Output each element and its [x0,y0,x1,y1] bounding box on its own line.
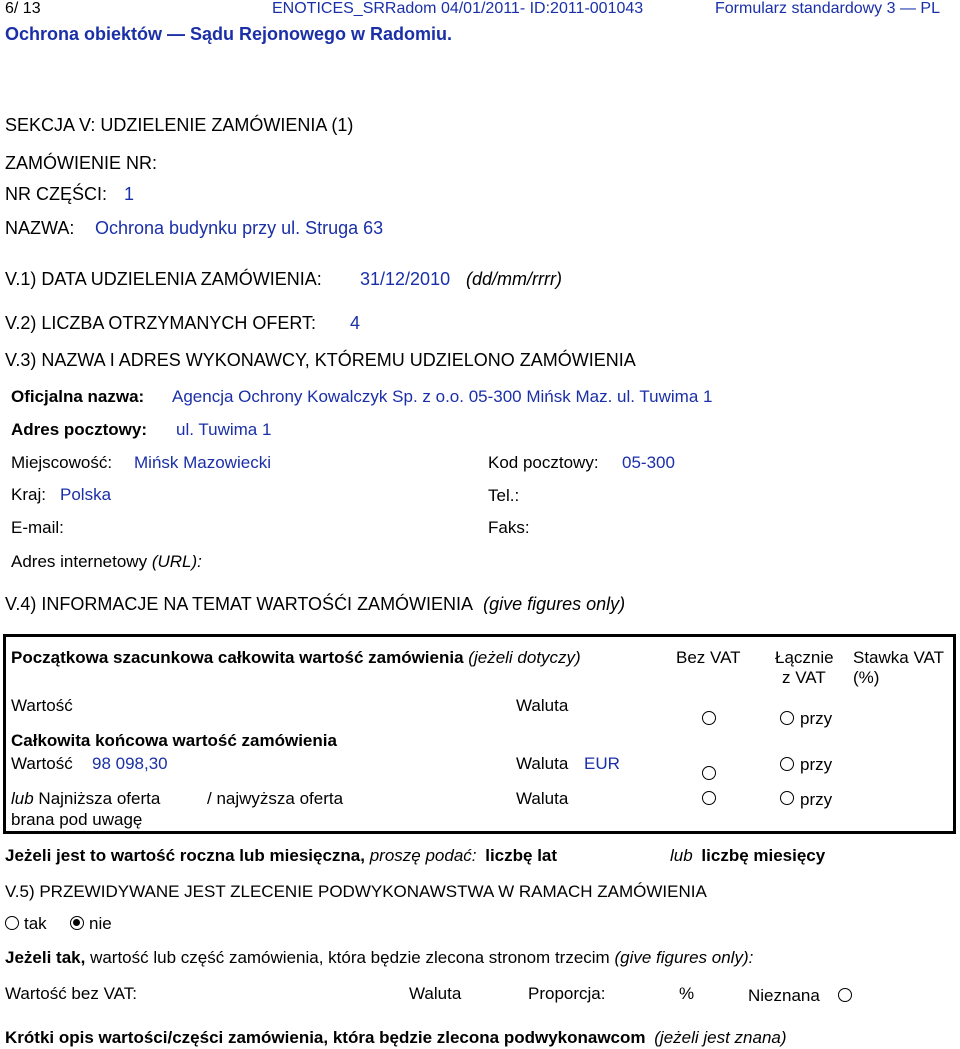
col-rate-1: Stawka VAT [853,648,945,667]
value-heading: V.4) INFORMACJE NA TEMAT WARTOŚĆI ZAMÓWIENIA (give figures only) [5,594,626,614]
col-with-vat-1: Łącznie [775,648,834,667]
subcontract-currency-label: Waluta [409,984,462,1003]
initial-value-label: Początkowa szacunkowa całkowita wartość zamówienia (jeżeli dotyczy) [11,648,581,667]
document-title: Ochrona obiektów — Sądu Rejonowego w Radomiu. [5,24,453,44]
initial-currency-label: Waluta [516,696,569,715]
section-heading: SEKCJA V: UDZIELENIE ZAMÓWIENIA (1) [5,115,354,135]
initial-value-label-2: Wartość [11,696,73,715]
offers-count-value: 4 [350,313,361,333]
form-name: Formularz standardowy 3 — PL [715,0,940,17]
official-name-label: Oficjalna nazwa: [11,387,145,406]
country-value: Polska [60,485,112,504]
final-no-vat-radio[interactable] [702,766,716,780]
postal-label: Kod pocztowy: [488,453,599,472]
notice-id: ENOTICES_SRRadom 04/01/2011- ID:2011-001043 [272,0,644,17]
part-no-label: NR CZĘŚCI: [5,184,108,204]
range-no-vat-radio[interactable] [702,791,716,805]
range-with-vat-radio[interactable] [780,791,794,805]
months-label: lub liczbę miesięcy [670,846,826,865]
page-number: 6/ 13 [5,0,41,17]
subcontract-proportion-label: Proporcja: [528,984,606,1003]
final-with-vat-radio[interactable] [780,757,794,771]
address-label: Adres pocztowy: [11,420,148,439]
contract-no-label: ZAMÓWIENIE NR: [5,153,157,173]
subcontract-no-radio[interactable] [70,916,84,930]
final-currency-label: Waluta [516,754,569,773]
range-label: lub Najniższa oferta [11,789,161,808]
initial-at-label: przy [800,709,833,728]
award-date-label: V.1) DATA UDZIELENIA ZAMÓWIENIA: [5,269,322,289]
initial-no-vat-radio[interactable] [702,711,716,725]
contractor-heading: V.3) NAZWA I ADRES WYKONAWCY, KTÓREMU UDZIELONO ZAMÓWIENIA [5,350,636,370]
tel-label: Tel.: [488,486,520,505]
postal-value: 05-300 [622,453,675,472]
final-value-heading: Całkowita końcowa wartość zamówienia [11,731,337,750]
range-highest-label: / najwyższa oferta [207,789,344,808]
part-no-value: 1 [124,184,135,204]
award-date-value: 31/12/2010 [360,269,451,289]
col-no-vat: Bez VAT [676,648,741,667]
address-value: ul. Tuwima 1 [176,420,272,439]
city-value: Mińsk Mazowiecki [134,453,271,472]
range-currency-label: Waluta [516,789,569,808]
range-at-label: przy [800,790,833,809]
subcontract-value-label: Wartość bez VAT: [5,984,137,1003]
url-label: Adres internetowy (URL): [11,552,202,571]
subcontract-yes-radio[interactable] [5,916,19,930]
official-name-value: Agencja Ochrony Kowalczyk Sp. z o.o. 05-300 Mińsk Maz. ul. Tuwima 1 [172,387,713,406]
city-label: Miejscowość: [11,453,113,472]
name-value: Ochrona budynku przy ul. Struga 63 [95,218,384,238]
col-with-vat-2: z VAT [782,668,826,687]
subcontract-percent-label: % [679,984,695,1003]
subcontract-yes-label: tak [24,914,47,933]
subcontract-short-desc: Krótki opis wartości/części zamówienia, która będzie zlecona podwykonawcom (jeżeli jest znana) [5,1028,787,1047]
initial-with-vat-radio[interactable] [780,711,794,725]
country-label: Kraj: [11,485,46,504]
final-value-label: Wartość [11,754,73,773]
email-label: E-mail: [11,518,64,537]
subcontract-no-label: nie [89,914,112,933]
subcontract-unknown-label: Nieznana [748,986,820,1005]
final-value-amount: 98 098,30 [92,754,168,773]
award-date-format: (dd/mm/rrrr) [466,269,562,289]
subcontract-heading: V.5) PRZEWIDYWANE JEST ZLECENIE PODWYKONAWSTWA W RAMACH ZAMÓWIENIA [5,882,707,901]
offers-count-label: V.2) LICZBA OTRZYMANYCH OFERT: [5,313,317,333]
range-considered-label: brana pod uwagę [11,810,143,829]
col-rate-2: (%) [853,668,880,687]
annual-label: Jeżeli jest to wartość roczna lub miesięczna, proszę podać: liczbę lat [5,846,558,865]
name-label: NAZWA: [5,218,75,238]
final-currency-value: EUR [584,754,620,773]
subcontract-unknown-radio[interactable] [838,988,852,1002]
fax-label: Faks: [488,518,530,537]
subcontract-if-yes: Jeżeli tak, wartość lub część zamówienia, która będzie zlecona stronom trzecim (give figures only): [5,948,754,967]
final-at-label: przy [800,755,833,774]
